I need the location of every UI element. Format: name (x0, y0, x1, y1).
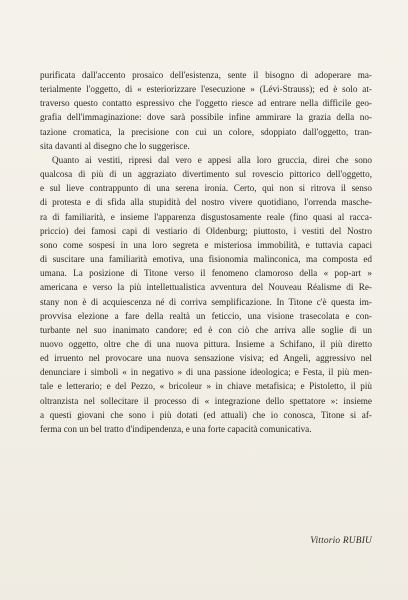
text-line: qualcosa di più di un aggraziato divertimento sul rovescio pittorico dell'oggetto, (40, 169, 372, 180)
paragraph-1 (40, 68, 372, 153)
text-line: ra di familiarità, e insieme l'apparenza disgustosamente reale (fino quasi al racca- (40, 211, 372, 222)
text-line: turbante nel suo inanimato candore; ed è con ciò che arriva alle soglie di un (40, 324, 372, 335)
text-line: tazione cromatica, la precisione con cui un colore, sdoppiato dall'oggetto, tran- (40, 126, 372, 137)
text-line: ed irruento nel provocare una nuova sensazione visiva; ed Angeli, aggressivo nel (40, 353, 372, 364)
text-line: sono come sospesi in una loro segreta e misteriosa immobilità, e tuttavia capaci (40, 239, 372, 250)
text-line: tale e letterario; e del Pezzo, « bricoleur » in chiave metafisica; e Pistoletto, il più (40, 381, 372, 392)
author-last-name: RUBIU (342, 536, 372, 546)
text-line: umana. La posizione di Titone verso il fenomeno clamoroso della « pop-art » (40, 268, 372, 279)
text-line: di suscitare una familiarità emotiva, una fisionomia malinconica, ma composta ed (40, 254, 372, 265)
text-line: priccio) dei famosi capi di vestiario di Oldenburg; piuttosto, i vestiti del Nostro (40, 225, 372, 236)
text-line: di protesta e di sfida alla stupidità del nostro vivere quotidiano, l'orrenda masche- (40, 197, 372, 208)
text-line: nuovo oggetto, oltre che di una nuova pittura. Insieme a Schifano, il più diretto (40, 338, 372, 349)
text-line: stany non è di acquiescenza né di corriva semplificazione. In Titone c'è questa im- (40, 296, 372, 307)
text-line: oltranzista nel sollecitare il processo di « integrazione dello spettatore »: insieme (40, 395, 372, 406)
text-line: sita davanti al disegno che lo suggerisce. (40, 140, 190, 151)
text-line: ferma con un bel tratto d'indipendenza, e una forte capacità comunicativa. (40, 423, 312, 434)
paragraph-2 (40, 153, 372, 436)
text-line: denunciare i simboli « in negativo » di una passione ideologica; e Festa, il più men- (40, 367, 372, 378)
text-line: traverso questo contatto espressivo che l'oggetto riesce ad entrare nella difficile geo- (40, 98, 372, 109)
text-line: purificata dall'accento prosaico dell'esistenza, sente il bisogno di adoperare ma- (40, 70, 372, 80)
text-line: provvisa elezione a fare della realtà un feticcio, una visione trasecolata e con- (40, 310, 372, 321)
text-line: e sul lieve contrappunto di una serena ironia. Certo, qui non si ritrova il senso (40, 183, 372, 194)
text-line: terialmente l'oggetto, di « esteriorizzare l'esecuzione » (Lévi-Strauss); ed è solo at- (40, 84, 372, 95)
text-line: a questi giovani che sono i più dotati (ed attuali) che io conosca, Titone si af- (40, 409, 372, 420)
author-signature (310, 536, 372, 546)
text-line: Quanto ai vestiti, ripresi dal vero e appesi alla loro gruccia, direi che sono (52, 154, 372, 165)
author-first-name: Vittorio (310, 536, 341, 546)
text-line: americana e verso la più intellettualistica avventura del Nouveau Réalisme di Re- (40, 282, 372, 293)
essay-text (40, 68, 372, 436)
text-line: grafia dell'immaginazione: dove sarà possibile infine ammirare la grazia della no- (40, 112, 372, 123)
